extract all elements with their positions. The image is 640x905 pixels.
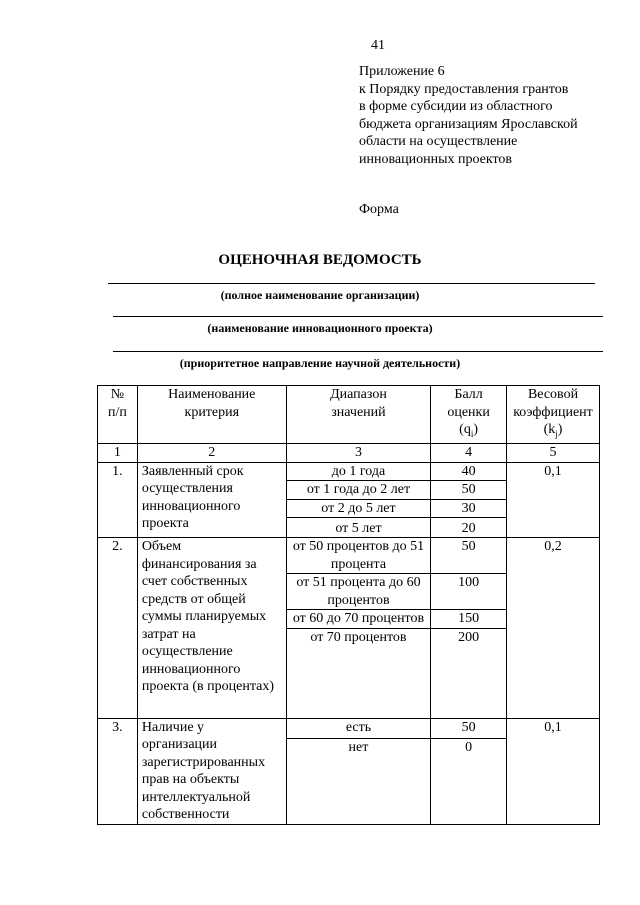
form-label: Форма: [359, 202, 399, 217]
col-number: 4: [431, 444, 507, 463]
criterion-row: [98, 538, 600, 574]
col-number: 5: [507, 444, 600, 463]
score-value: 40: [431, 462, 507, 481]
range-value: от 2 до 5 лет: [286, 499, 430, 518]
header-name: Наименование критерия: [137, 386, 286, 444]
score-value: 50: [431, 481, 507, 500]
range-value: от 51 процента до 60 процентов: [286, 574, 430, 610]
document-title: ОЦЕНОЧНАЯ ВЕДОМОСТЬ: [218, 252, 422, 268]
range-value: от 5 лет: [286, 518, 430, 538]
score-value: 150: [431, 610, 507, 629]
appendix-line: Приложение 6: [359, 64, 445, 79]
appendix-line: бюджета организациям Ярославской: [359, 116, 578, 132]
score-value: 30: [431, 499, 507, 518]
criterion-num: 1.: [98, 462, 138, 538]
range-value: есть: [286, 718, 430, 738]
header-num: № п/п: [98, 386, 138, 444]
appendix-line: области на осуществление: [359, 134, 518, 149]
score-value: 200: [431, 628, 507, 718]
score-value: 50: [431, 538, 507, 574]
header-score: Балл оценки $(q_i)$: [431, 386, 507, 444]
score-value: 0: [431, 738, 507, 824]
criterion-row: [98, 462, 600, 481]
score-value: 50: [431, 718, 507, 738]
direction-caption: (приоритетное направление научной деятельности): [179, 356, 461, 370]
criterion-num: 2.: [98, 538, 138, 719]
appendix-block: [359, 63, 629, 168]
page-number: 41: [371, 38, 385, 53]
criteria-table: [97, 385, 600, 825]
col-number: 2: [137, 444, 286, 463]
weight-value: 0,2: [507, 538, 600, 719]
header-weight: Весовой коэффициент $(k_j)$: [507, 386, 600, 444]
project-name-caption: (наименование инновационного проекта): [207, 321, 433, 335]
score-value: 100: [431, 574, 507, 610]
score-value: 20: [431, 518, 507, 538]
col-number: 1: [98, 444, 138, 463]
range-value: нет: [286, 738, 430, 824]
range-value: от 1 года до 2 лет: [286, 481, 430, 500]
column-number-row: [98, 444, 600, 463]
appendix-line: инновационных проектов: [359, 151, 513, 167]
org-name-caption: (полное наименование организации): [220, 288, 420, 302]
project-name-line: [113, 316, 603, 317]
appendix-line: к Порядку предоставления грантов: [359, 81, 569, 97]
range-value: от 60 до 70 процентов: [286, 610, 430, 629]
header-range: Диапазон значений: [286, 386, 430, 444]
criterion-name: Объем финансирования за счет собственных средств от общей суммы планируемых затрат на осуществление инновационного проекта (в процентах): [137, 538, 286, 719]
weight-value: 0,1: [507, 718, 600, 824]
range-value: от 70 процентов: [286, 628, 430, 718]
criterion-name: Заявленный срок осуществления инновационного проекта: [137, 462, 286, 538]
criterion-num: 3.: [98, 718, 138, 824]
weight-value: 0,1: [507, 462, 600, 538]
appendix-line: в форме субсидии из областного: [359, 99, 553, 114]
criterion-name: Наличие у организации зарегистрированных прав на объекты интеллектуальной собственности: [137, 718, 286, 824]
org-name-line: [108, 283, 595, 284]
range-value: от 50 процентов до 51 процента: [286, 538, 430, 574]
col-number: 3: [286, 444, 430, 463]
range-value: до 1 года: [286, 462, 430, 481]
direction-line: [113, 351, 603, 352]
table-header-row: [98, 386, 600, 444]
criterion-row: [98, 718, 600, 738]
